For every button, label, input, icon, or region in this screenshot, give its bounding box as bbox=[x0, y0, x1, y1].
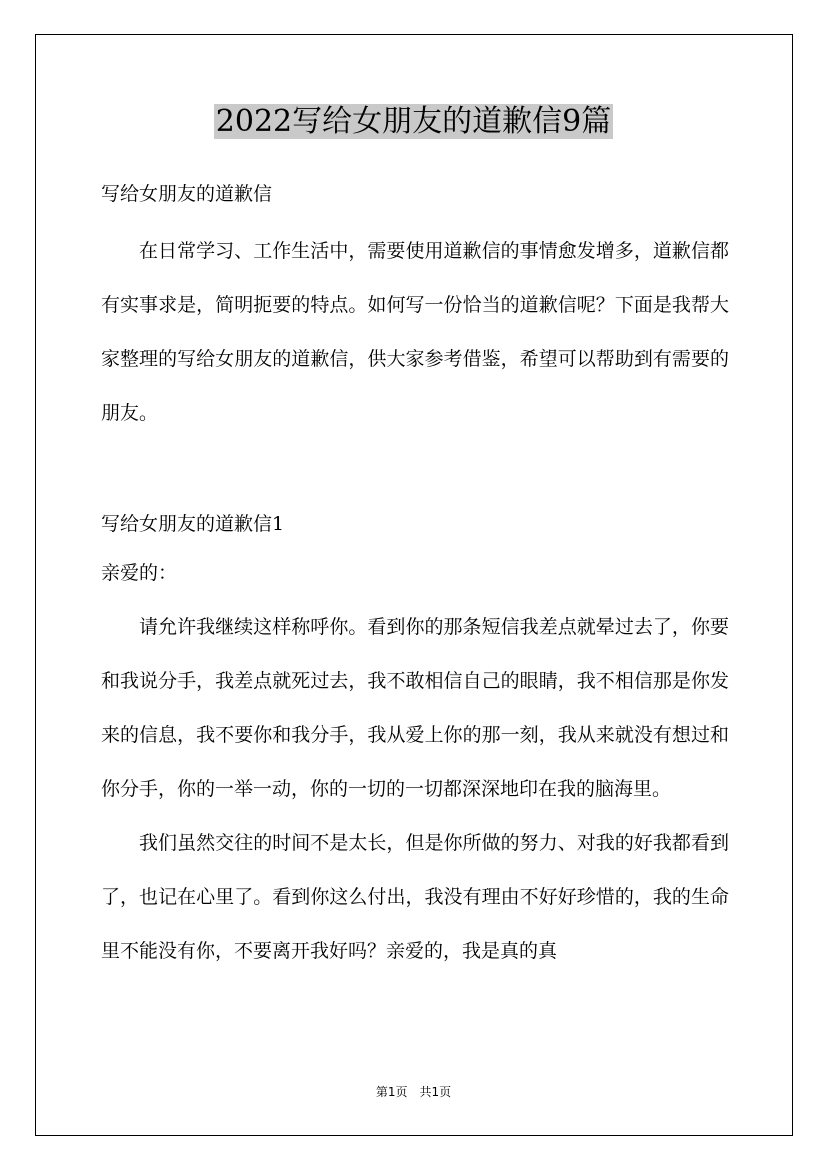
letter1-paragraph-1: 请允许我继续这样称呼你。看到你的那条短信我差点就晕过去了，你要和我说分手，我差点就死过去，我不敢相信自己的眼睛，我不相信那是你发来的信息，我不要你和我分手，我从爱上你的那一刻，我从来就没有想过和你分手，你的一举一动，你的一切的一切都深深地印在我的脑海里。 bbox=[101, 616, 729, 800]
letter1-salutation: 亲爱的： bbox=[101, 562, 178, 584]
document-body bbox=[101, 172, 729, 978]
letter1-heading: 写给女朋友的道歉信1 bbox=[101, 513, 285, 535]
letter1-paragraph-2: 我们虽然交往的时间不是太长，但是你所做的努力、对我的好我都看到了，也记在心里了。看到你这么付出，我没有理由不好好珍惜的，我的生命里不能没有你，不要离开我好吗？亲爱的，我是真的真 bbox=[101, 832, 729, 962]
document-title bbox=[0, 100, 827, 144]
page-footer: 第1页 共1页 bbox=[375, 1085, 452, 1099]
intro-heading: 写给女朋友的道歉信 bbox=[101, 183, 273, 205]
document-title-text: 2022写给女朋友的道歉信9篇 bbox=[215, 104, 612, 139]
intro-paragraph: 在日常学习、工作生活中，需要使用道歉信的事情愈发增多，道歉信都有实事求是，简明扼要的特点。如何写一份恰当的道歉信呢？下面是我帮大家整理的写给女朋友的道歉信，供大家参考借鉴，希望可以帮助到有需要的朋友。 bbox=[101, 240, 729, 424]
